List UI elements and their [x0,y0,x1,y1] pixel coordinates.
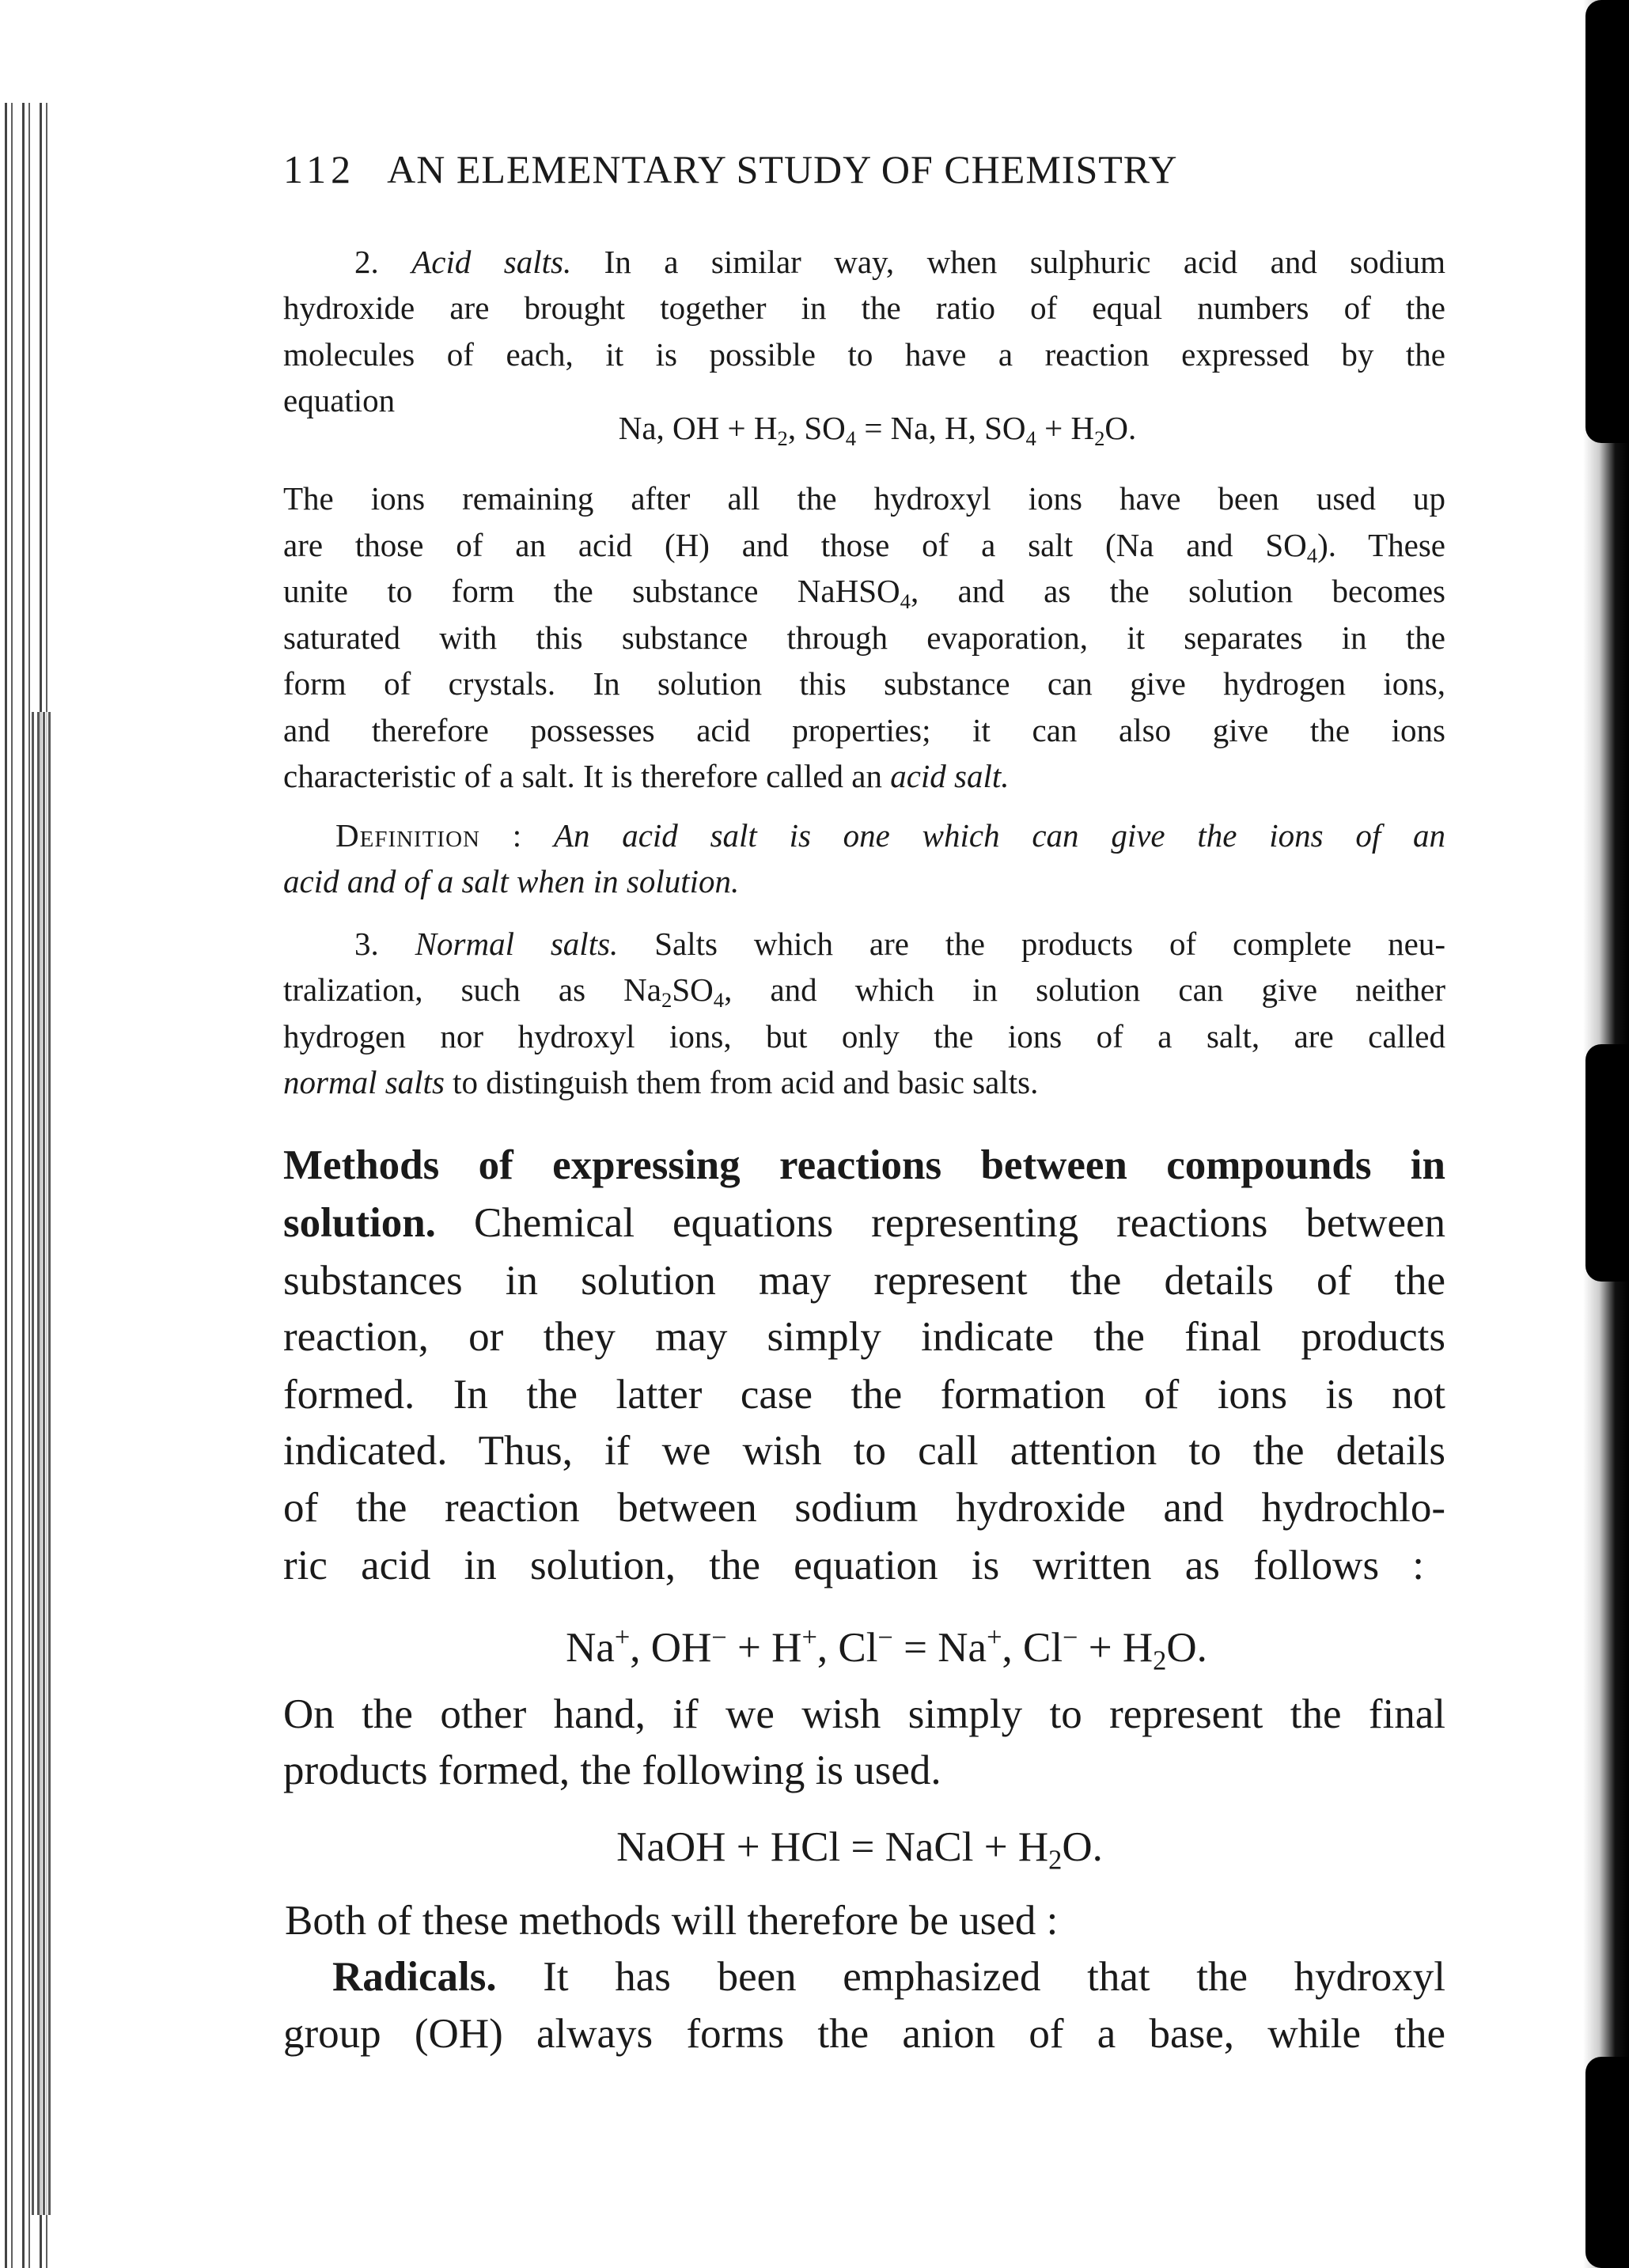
text-run: In a similar way, when sulphuric acid and sodium [571,244,1446,280]
italic-text: Normal salts. [415,926,619,962]
text-run: + H [726,1624,802,1671]
definition-line [335,812,1445,858]
text-run: hydroxide are brought together in the ratio of equal numbers of the [283,290,1445,326]
paragraph-line [283,1308,1445,1365]
text-run: reaction, or they may simply indicate the final products [283,1314,1445,1360]
paragraph-line [283,568,1445,614]
paragraph-line [283,522,1445,568]
text-run: + H [1036,410,1095,446]
superscript: − [877,1622,893,1653]
definition-line [283,858,739,904]
paragraph-line [283,707,1445,753]
text-run: Salts which are the products of complete neu- [618,926,1446,962]
paragraph-line [354,239,1445,285]
paragraph-line [283,285,1445,331]
subscript: 2 [1048,1845,1063,1876]
paragraph-line [283,1366,1445,1423]
italic-text: An acid salt is one which can give the ions of an [553,817,1445,854]
book-title: AN ELEMENTARY STUDY OF CHEMISTRY [387,147,1178,191]
page-edge-shadow [1585,0,1629,443]
subscript: 2 [1094,426,1105,450]
italic-text: acid salt. [890,758,1010,794]
subscript: 2 [661,987,672,1012]
text-run: Chemical equations representing reactions between [435,1200,1445,1246]
subscript: 2 [1153,1645,1167,1676]
text-run: , Cl [816,1624,878,1671]
text-run: On the other hand, if we wish simply to represent the final [283,1691,1445,1737]
italic-text: normal salts [283,1064,445,1100]
text-run: ). These [1317,527,1445,563]
paragraph-line [283,967,1445,1013]
text-run: , Cl [1002,1624,1063,1671]
text-run: products formed, the following is used. [283,1747,941,1793]
text-run: O. [1062,1824,1103,1870]
paragraph-line [283,1742,941,1799]
section-heading-line [283,1137,1445,1194]
text-run: and therefore possesses acid properties; it can also give the ions [283,712,1445,748]
paragraph-line [332,1948,1445,2005]
text-run: = Na [892,1624,987,1671]
paragraph-line [283,1537,1424,1594]
subscript: 4 [1025,426,1036,450]
subscript: 4 [900,589,911,613]
text-run: form of crystals. In solution this substance can give hydrogen ions, [283,665,1445,702]
text-run: , OH [630,1624,712,1671]
superscript: + [614,1622,631,1653]
text-run: substances in solution may represent the details of the [283,1258,1445,1304]
text-run: O. [1104,410,1137,446]
paragraph-line [283,1479,1445,1536]
text-run: O. [1166,1624,1207,1671]
text-run: unite to form the substance NaHSO [283,573,900,609]
paragraph-line [283,1059,1038,1105]
text-run: of the reaction between sodium hydroxide and hydrochlo- [283,1485,1445,1531]
text-run: , and as the solution becomes [910,573,1445,609]
paragraph-line [283,2005,1445,2062]
paragraph-line [283,377,395,423]
paragraph-line [285,1892,1058,1949]
text-run: Both of these methods will therefore be used : [285,1898,1059,1944]
paragraph-line [283,1686,1445,1743]
running-header [283,146,1178,192]
equation [455,1609,1318,1676]
italic-text: acid and of a salt when in solution. [283,863,740,899]
bold-text: Methods of expressing reactions between compounds in [283,1142,1445,1188]
text-run: 3. [354,926,415,962]
page-edge-shadow [1585,1044,1629,1282]
text-run: The ions remaining after all the hydroxyl ions have been used up [283,480,1445,517]
text-run: indicated. Thus, if we wish to call attention to the details [283,1428,1445,1474]
bold-text: Radicals. [332,1954,497,2000]
text-run: equation [283,382,396,418]
paragraph-line [283,615,1445,661]
text-run: NaOH + HCl = NaCl + H [616,1824,1049,1870]
text-run: 2. [354,244,412,280]
text-run: , SO [787,410,846,446]
equation [516,405,1239,451]
text-run: molecules of each, it is possible to have a reaction expressed by the [283,336,1445,373]
paragraph-line [283,1422,1445,1479]
small-caps-text: Definition [335,817,480,854]
superscript: + [801,1622,817,1653]
paragraph-line [283,1252,1445,1309]
italic-text: Acid salts. [411,244,572,280]
superscript: − [711,1622,727,1653]
text-run: saturated with this substance through evaporation, it separates in the [283,619,1445,656]
book-binding-shadow [32,712,54,2215]
text-run: It has been emphasized that the hydroxyl [496,1954,1445,2000]
paragraph-line [283,331,1445,377]
text-run: formed. In the latter case the formation of ions is not [283,1372,1445,1418]
text-run: Na [566,1624,615,1671]
text-run: characteristic of a salt. It is therefore called an [283,758,891,794]
superscript: − [1063,1622,1078,1653]
subscript: 2 [777,426,788,450]
text-run: : [479,817,554,854]
text-run: SO [672,971,714,1008]
page-edge-shadow [1585,2057,1629,2268]
paragraph-line [283,475,1445,521]
text-run: = Na, H, SO [856,410,1026,446]
subscript: 4 [845,426,857,450]
superscript: + [987,1622,1002,1653]
paragraph-line [283,661,1445,706]
text-run: are those of an acid (H) and those of a salt (Na and SO [283,527,1307,563]
page-number: 112 [283,147,356,191]
bold-text: solution. [283,1200,436,1246]
subscript: 4 [713,987,725,1012]
text-run: group (OH) always forms the anion of a base, while the [283,2011,1445,2057]
text-run: tralization, such as Na [283,971,661,1008]
paragraph-line [354,921,1445,967]
text-run: hydrogen nor hydroxyl ions, but only the ions of a salt, are called [283,1018,1445,1054]
text-run: Na, OH + H [618,410,778,446]
paragraph-line [283,1195,1445,1251]
text-run: ric acid in solution, the equation is written as follows : [283,1543,1424,1588]
text-run: to distinguish them from acid and basic salts. [444,1064,1039,1100]
paragraph-line [283,753,1010,799]
text-run: , and which in solution can give neither [724,971,1445,1008]
text-run: + H [1078,1624,1154,1671]
equation [554,1819,1165,1876]
paragraph-line [283,1013,1445,1059]
subscript: 4 [1306,543,1318,567]
